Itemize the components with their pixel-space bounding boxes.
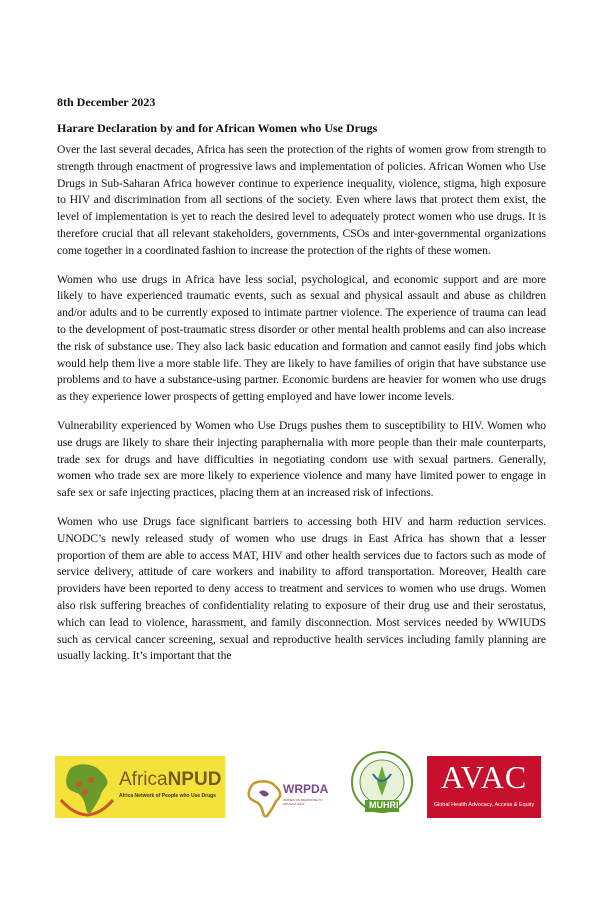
wrpda-subtitle: WOMEN ON RESPONSE TO DRUGS & AIDS — [283, 798, 323, 806]
avac-name: AVAC — [440, 759, 528, 795]
wrpda-logo — [245, 776, 340, 820]
avac-subtitle: Global Health Advocacy, Access & Equity — [433, 802, 535, 808]
avac-logo — [427, 756, 541, 818]
paragraph-1: Over the last several decades, Africa has seen the protection of the rights of women grow from strength to strength through enactment of progressive laws and implementation of policies. African Women who Use Drugs in Sub-Saharan Africa however continue to experience inequality, violence, stigma, high exposure to HIV and discrimination from all sections of the society. Even where laws that protect them exist, the level of implementation is yet to reach the desired level to adequately protect women who use drugs. It is therefore crucial that all relevant stakeholders, governments, CSOs and inter-governmental organizations come together in a coordinated fashion to increase the protection of the rights of these women. — [57, 143, 546, 257]
paragraph-3: Vulnerability experienced by Women who Use Drugs pushes them to susceptibility to HIV. Women who use drugs are likely to share their injecting paraphernalia with more people than their male counterparts, trade sex for drugs and have difficulties in negotiating condom use with sexual partners. Generally, women who trade sex are more likely to experience violence and many have limited power to engage in safe sex or safe injecting practices, placing them at an increased risk of infections. — [57, 418, 546, 500]
paragraph-2: Women who use drugs in Africa have less social, psychological, and economic support and are more likely to have experienced traumatic events, such as sexual and physical assault and abuse as children and/or adults and to be currently exposed to intimate partner violence. The experience of trauma can lead to the development of post-traumatic stress disorder or other mental health problems and can also increase the risk of substance use. They also lack basic education and formation and cannot easily find jobs which would help them live a more stable life. They are likely to have families of origin that have substance use problems and to have a substance-using partner. Economic burdens are heavier for women who use drugs as they experience lower prospects of getting employed and have lower income levels. — [57, 272, 546, 404]
africanpud-subtitle: Africa Network of People who Use Drugs — [119, 793, 216, 799]
document-title: Harare Declaration by and for African Women who Use Drugs — [57, 121, 378, 135]
document-page — [57, 94, 546, 677]
africa-outline-icon — [245, 778, 283, 818]
partner-logos — [55, 748, 545, 820]
africanpud-logo — [55, 756, 225, 818]
africa-map-icon — [57, 758, 117, 818]
document-date: 8th December 2023 — [57, 95, 156, 109]
africanpud-name: AfricaNPUD — [119, 769, 222, 790]
paragraph-4: Women who use Drugs face significant barriers to accessing both HIV and harm reduction services. UNODC’s newly released study of women who use drugs in East Africa has shown that a lesser proportion of them are able to access MAT, HIV and other health services due to factors such as mode of service delivery, attitude of care workers and inability to afford transportation. Moreover, Health care providers have been reported to deny access to treatment and services to women who use drugs. Women also risk suffering breaches of confidentiality relating to exposure of their drug use and their serostatus, which can lead to violence, harassment, and family disconnection. Most services needed by WWIUDS such as cervical cancer screening, sexual and reproductive health services including family planning are usually lacking. It’s important that the — [57, 514, 546, 663]
wrpda-name: WRPDA — [283, 782, 329, 796]
muhri-logo — [347, 748, 417, 820]
muhri-name: MUHRI — [369, 800, 399, 810]
